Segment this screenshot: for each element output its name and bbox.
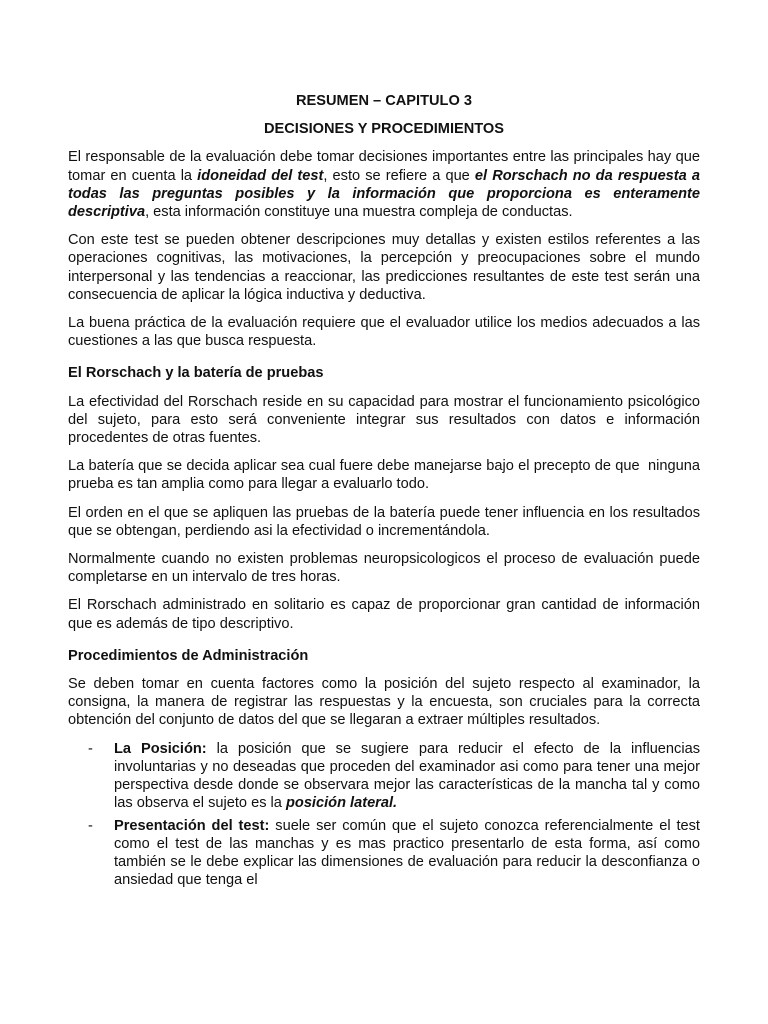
list-item-presentacion: [68, 817, 700, 890]
paragraph-1-text-a: El responsable de la evaluación debe tomar decisiones importantes entre las principales hay que tomar en cuenta la: [68, 149, 700, 184]
document-subtitle: DECISIONES Y PROCEDIMIENTOS: [263, 121, 505, 138]
paragraph-9: Se deben tomar en cuenta factores como la posición del sujeto respecto al examinador, la consigna, la manera de registrar las respuestas y la encuesta, son cruciales para la correcta obtención del conjunto de datos del que se llegaran a extraer múltiples resultados.: [68, 676, 700, 729]
paragraph-6: El orden en el que se apliquen las pruebas de la batería puede tener influencia en los resultados que se obtengan, perdiendo asi la efectividad o incrementándola.: [68, 504, 700, 539]
paragraph-1-emphasis-a: idoneidad del test: [197, 167, 324, 184]
paragraph-7: Normalmente cuando no existen problemas neuropsicologicos el proceso de evaluación puede completarse en un intervalo de tres horas.: [68, 551, 700, 586]
bullet-list: [68, 740, 700, 890]
paragraph-1-emphasis-b: el Rorschach no da respuesta a todas las preguntas posibles y la información que proporciona es enteramente descriptiva: [68, 167, 701, 221]
list-item-text: suele ser común que el sujeto conozca referencialmente el test como el test de las manchas y es mas practico presentarlo de esta forma, así como también se le debe explicar las dimensiones de evaluación para reducir la desconfianza o ansiedad que tenga el: [114, 817, 700, 889]
bullet-dash: -: [88, 817, 93, 834]
paragraph-5: La batería que se decida aplicar sea cual fuere debe manejarse bajo el precepto de que ninguna prueba es tan amplia como para llegar a evaluarlo todo.: [68, 458, 705, 493]
paragraph-3: La buena práctica de la evaluación requiere que el evaluador utilice los medios adecuados a las cuestiones a las que busca respuesta.: [68, 315, 700, 350]
paragraph-1-text-c: , esto se refiere a que: [323, 167, 475, 184]
list-item-emphasis: posición lateral.: [285, 795, 398, 812]
paragraph-1: [68, 148, 700, 221]
paragraph-1-text-e: , esta información constituye una muestra compleja de conductas.: [145, 204, 573, 221]
paragraph-4: La efectividad del Rorschach reside en su capacidad para mostrar el funcionamiento psicológico del sujeto, para esto será conveniente integrar sus resultados con datos e información procedentes de otras fuentes.: [68, 393, 700, 447]
list-item-posicion: [68, 740, 700, 813]
bullet-dash: -: [88, 740, 93, 757]
list-item-label: Presentación del test:: [114, 817, 270, 834]
section-heading-procedimientos: Procedimientos de Administración: [68, 647, 309, 664]
section-heading-bateria: El Rorschach y la batería de pruebas: [68, 365, 324, 382]
list-item-text: la posición que se sugiere para reducir el efecto de la influencias involuntarias y no deseadas que proceden del examinador asi como para tener una mejor perspectiva desde donde se observara mejor las características de la mancha tal y como las observa el sujeto es la: [114, 740, 700, 812]
document-title: RESUMEN – CAPITULO 3: [296, 93, 472, 109]
list-item-label: La Posición:: [114, 740, 207, 757]
paragraph-2: Con este test se pueden obtener descripciones muy detallas y existen estilos referentes a las operaciones cognitivas, las motivaciones, la percepción y preocupaciones sobre el mundo interpersonal y las tendencias a reaccionar, las predicciones resultantes de este test serán una consecuencia de aplicar la lógica inductiva y deductiva.: [68, 232, 700, 303]
document-body: [68, 92, 705, 893]
paragraph-8: El Rorschach administrado en solitario es capaz de proporcionar gran cantidad de información que es además de tipo descriptivo.: [68, 597, 700, 632]
